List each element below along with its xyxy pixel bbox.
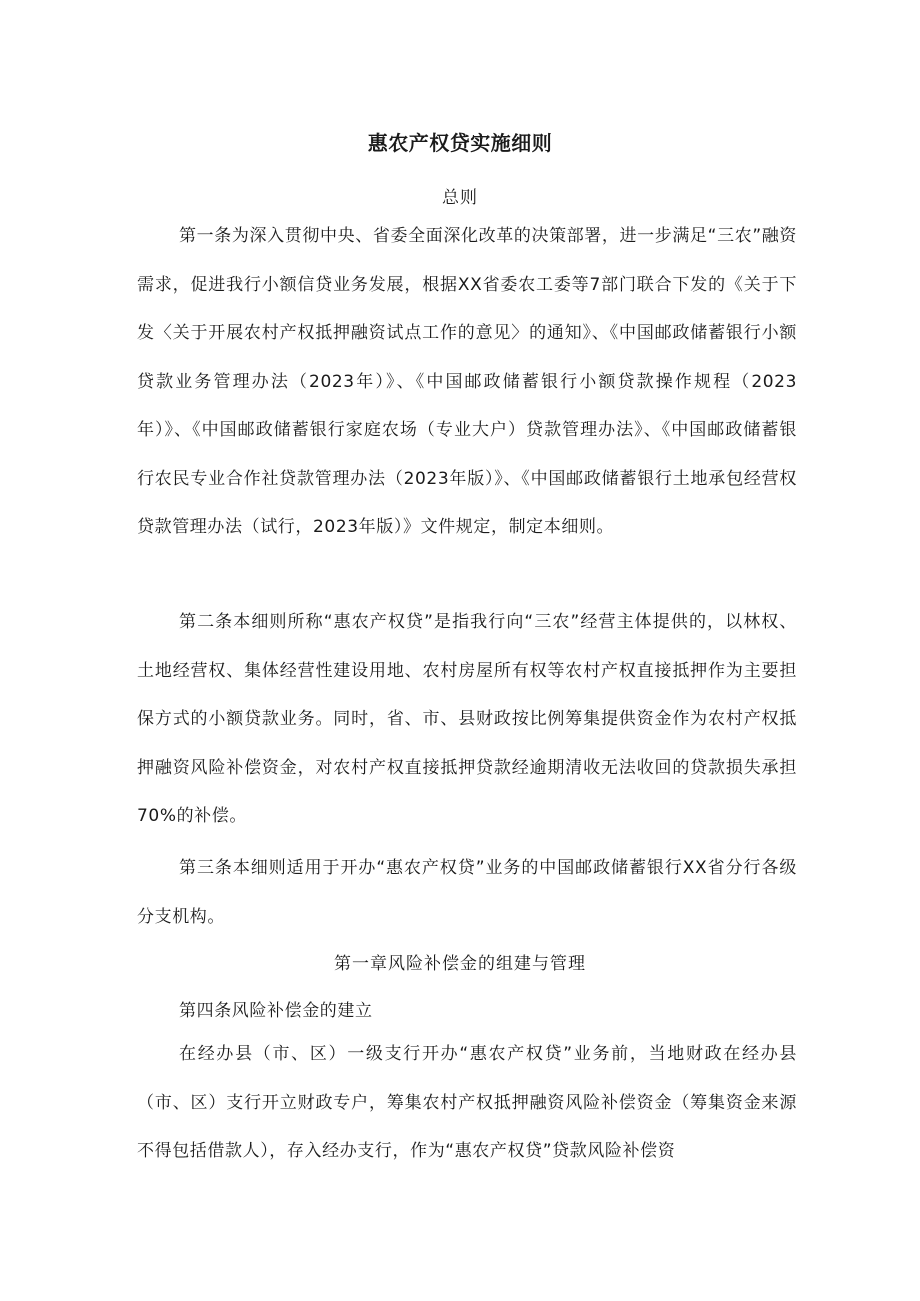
chapter-1-heading: 第一章风险补偿金的组建与管理 (334, 954, 586, 974)
article-2-paragraph: 第二条本细则所称“惠农产权贷”是指我行向“三农”经营主体提供的，以林权、土地经营权、集体经营性建设用地、农村房屋所有权等农村产权直接抵押作为主要担保方式的小额贷款业务。同时，省、市、县财政按比例筹集提供资金作为农村产权抵押融资风险补偿资金，对农村产权直接抵押贷款经逾期清收无法收回的贷款损失承担70%的补偿。 (137, 612, 797, 826)
article-3-paragraph: 第三条本细则适用于开办“惠农产权贷”业务的中国邮政储蓄银行XX省分行各级分支机构。 (137, 858, 797, 927)
document-title: 惠农产权贷实施细则 (367, 131, 553, 155)
article-4-heading: 第四条风险补偿金的建立 (179, 1001, 373, 1021)
article-4-paragraph: 在经办县（市、区）一级支行开办“惠农产权贷”业务前，当地财政在经办县（市、区）支行开立财政专户，筹集农村产权抵押融资风险补偿资金（筹集资金来源不得包括借款人），存入经办支行，作为“惠农产权贷”贷款风险补偿资 (137, 1044, 797, 1161)
article-1-paragraph: 第一条为深入贯彻中央、省委全面深化改革的决策部署，进一步满足“三农”融资需求，促进我行小额信贷业务发展，根据XX省委农工委等7部门联合下发的《关于下发〈关于开展农村产权抵押融资试点工作的意见〉的通知》、《中国邮政储蓄银行小额贷款业务管理办法（2023年）》、《中国邮政储蓄银行小额贷款操作规程（2023年）》、《中国邮政储蓄银行家庭农场（专业大户）贷款管理办法》、《中国邮政储蓄银行农民专业合作社贷款管理办法（2023年版）》、《中国邮政储蓄银行土地承包经营权贷款管理办法（试行，2023年版）》文件规定，制定本细则。 (137, 226, 797, 537)
section-heading-general: 总则 (442, 188, 478, 208)
